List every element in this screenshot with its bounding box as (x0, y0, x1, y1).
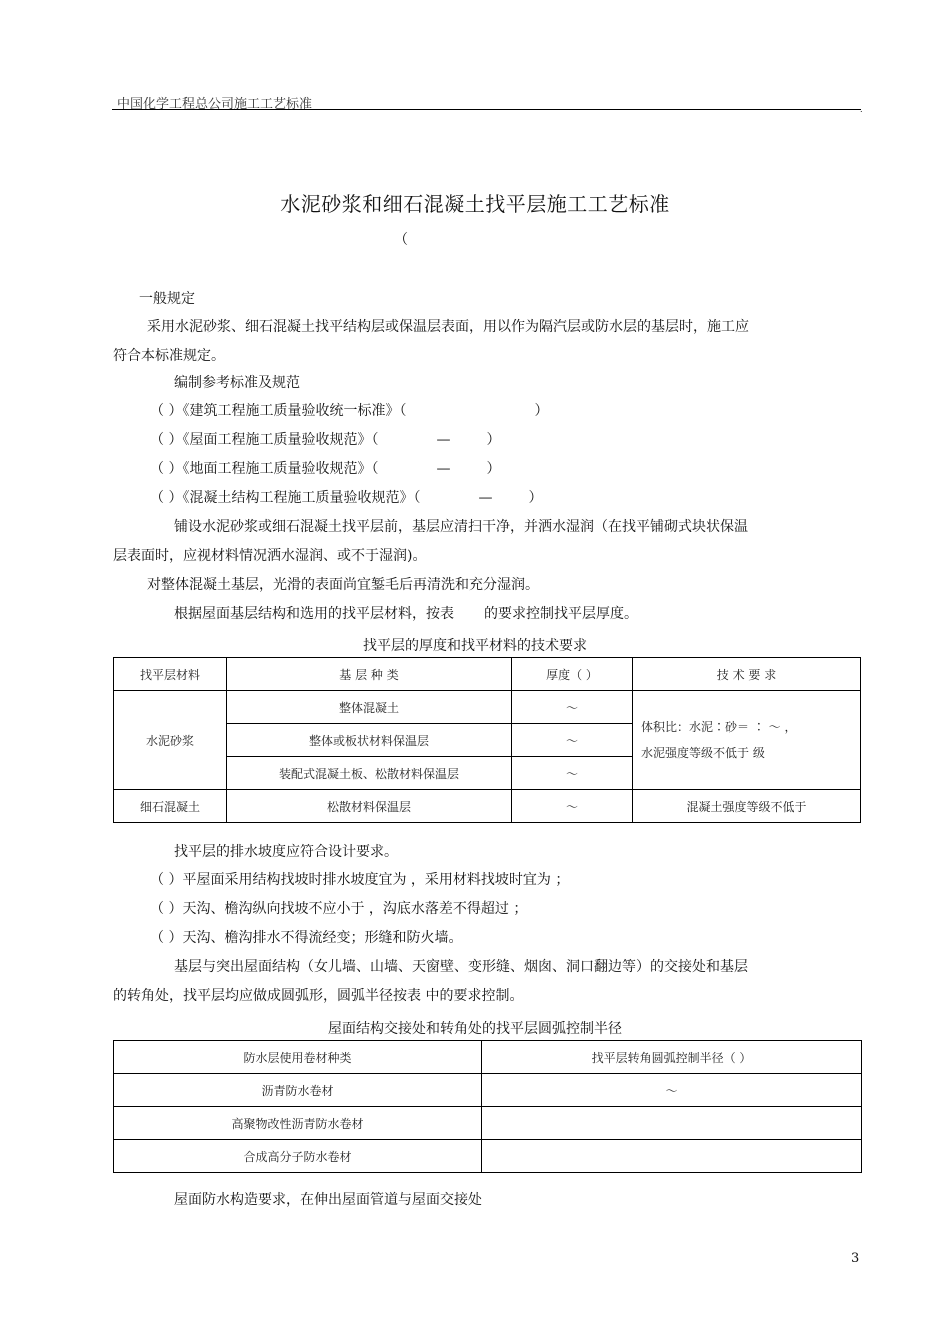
table-cell-thickness: ～ (512, 790, 633, 823)
table-cell-base: 松散材料保温层 (227, 790, 512, 823)
table-cell-base: 整体或板状材料保温层 (227, 724, 512, 757)
section-heading: 一般规定 (139, 291, 195, 307)
concrete-base-note: 对整体混凝土基层，光滑的表面尚宜錾毛后再清洗和充分湿润。 (147, 577, 539, 593)
header-org: 中国化学工程总公司施工工艺标准 (117, 97, 313, 112)
base-prep-line-2: 层表面时，应视材料情况洒水湿润、或不于湿润)。 (113, 548, 427, 564)
table-cell-type: 高聚物改性沥青防水卷材 (114, 1107, 482, 1140)
table-header-cell: 厚度（ ） (512, 658, 633, 691)
page-number: 3 (851, 1251, 860, 1266)
intro-line-2: 符合本标准规定。 (113, 348, 225, 364)
intro-line-1: 采用水泥砂浆、细石混凝土找平结构层或保温层表面，用以作为隔汽层或防水层的基层时，施工应 (147, 319, 749, 335)
header-rule (112, 109, 861, 110)
table-row (114, 1140, 862, 1173)
base-prep-line-1: 铺设水泥砂浆或细石混凝土找平层前，基层应清扫干净，并洒水湿润（在找平铺砌式块状保温 (174, 519, 748, 535)
table-header-cell: 基 层 种 类 (227, 658, 512, 691)
table-header-cell: 找平层转角圆弧控制半径（ ） (482, 1041, 862, 1074)
table-cell-requirement: 体积比：水泥∶砂＝ ∶ ～ ， 水泥强度等级不低于 级 (633, 691, 861, 790)
thickness-table (113, 657, 861, 823)
last-paragraph: 屋面防水构造要求，在伸出屋面管道与屋面交接处 (174, 1192, 482, 1208)
ref-item-4: （ ）《混凝土结构工程施工质量验收规范》（ — ） (150, 490, 543, 506)
table-header-cell: 找平层材料 (114, 658, 227, 691)
table-cell-base: 装配式混凝土板、松散材料保温层 (227, 757, 512, 790)
page-title: 水泥砂浆和细石混凝土找平层施工工艺标准 (280, 192, 670, 216)
table-cell-thickness: ～ (512, 691, 633, 724)
header-mark: . (860, 105, 863, 114)
table-cell-material: 细石混凝土 (114, 790, 227, 823)
slope-item-2: （ ）天沟、檐沟纵向找坡不应小于 ，沟底水落差不得超过 ； (150, 901, 528, 917)
joint-line-1: 基层与突出屋面结构（女儿墙、山墙、天窗壁、变形缝、烟囱、洞口翻边等）的交接处和基层 (174, 959, 748, 975)
table-cell-material: 水泥砂浆 (114, 691, 227, 790)
table-cell-requirement: 混凝土强度等级不低于 (633, 790, 861, 823)
table-header-cell: 防水层使用卷材种类 (114, 1041, 482, 1074)
joint-line-2: 的转角处，找平层均应做成圆弧形，圆弧半径按表 中的要求控制。 (113, 988, 524, 1004)
table-row (114, 1074, 862, 1107)
table-cell-thickness: ～ (512, 724, 633, 757)
table-header-cell: 技 术 要 求 (633, 658, 861, 691)
ref-item-3: （ ）《地面工程施工质量验收规范》（ — ） (150, 461, 501, 477)
table-cell-radius (482, 1107, 862, 1140)
table-row (114, 691, 861, 724)
table-header-row (114, 658, 861, 691)
table-cell-type: 合成高分子防水卷材 (114, 1140, 482, 1173)
table-row (114, 790, 861, 823)
slope-item-3: （ ）天沟、檐沟排水不得流经变；形缝和防火墙。 (150, 930, 463, 946)
ref-item-2: （ ）《屋面工程施工质量验收规范》（ — ） (150, 432, 501, 448)
slope-note: 找平层的排水坡度应符合设计要求。 (174, 844, 398, 860)
ref-item-1: （ ）《建筑工程施工质量验收统一标准》（ ） (150, 403, 549, 419)
table-cell-radius (482, 1140, 862, 1173)
table-cell-thickness: ～ (512, 757, 633, 790)
refs-heading: 编制参考标准及规范 (174, 375, 300, 391)
subtitle: （ (394, 232, 408, 248)
table-cell-base: 整体混凝土 (227, 691, 512, 724)
table2-caption: 屋面结构交接处和转角处的找平层圆弧控制半径 (328, 1021, 622, 1037)
slope-item-1: （ ）平屋面采用结构找坡时排水坡度宜为 ，采用材料找坡时宜为 ； (150, 872, 570, 888)
table-cell-type: 沥青防水卷材 (114, 1074, 482, 1107)
table-cell-radius: ～ (482, 1074, 862, 1107)
thickness-note: 根据屋面基层结构和选用的找平层材料，按表 的要求控制找平层厚度。 (174, 606, 638, 622)
table-header-row (114, 1041, 862, 1074)
radius-table (113, 1040, 862, 1173)
table1-caption: 找平层的厚度和找平材料的技术要求 (363, 638, 587, 654)
table-row (114, 1107, 862, 1140)
